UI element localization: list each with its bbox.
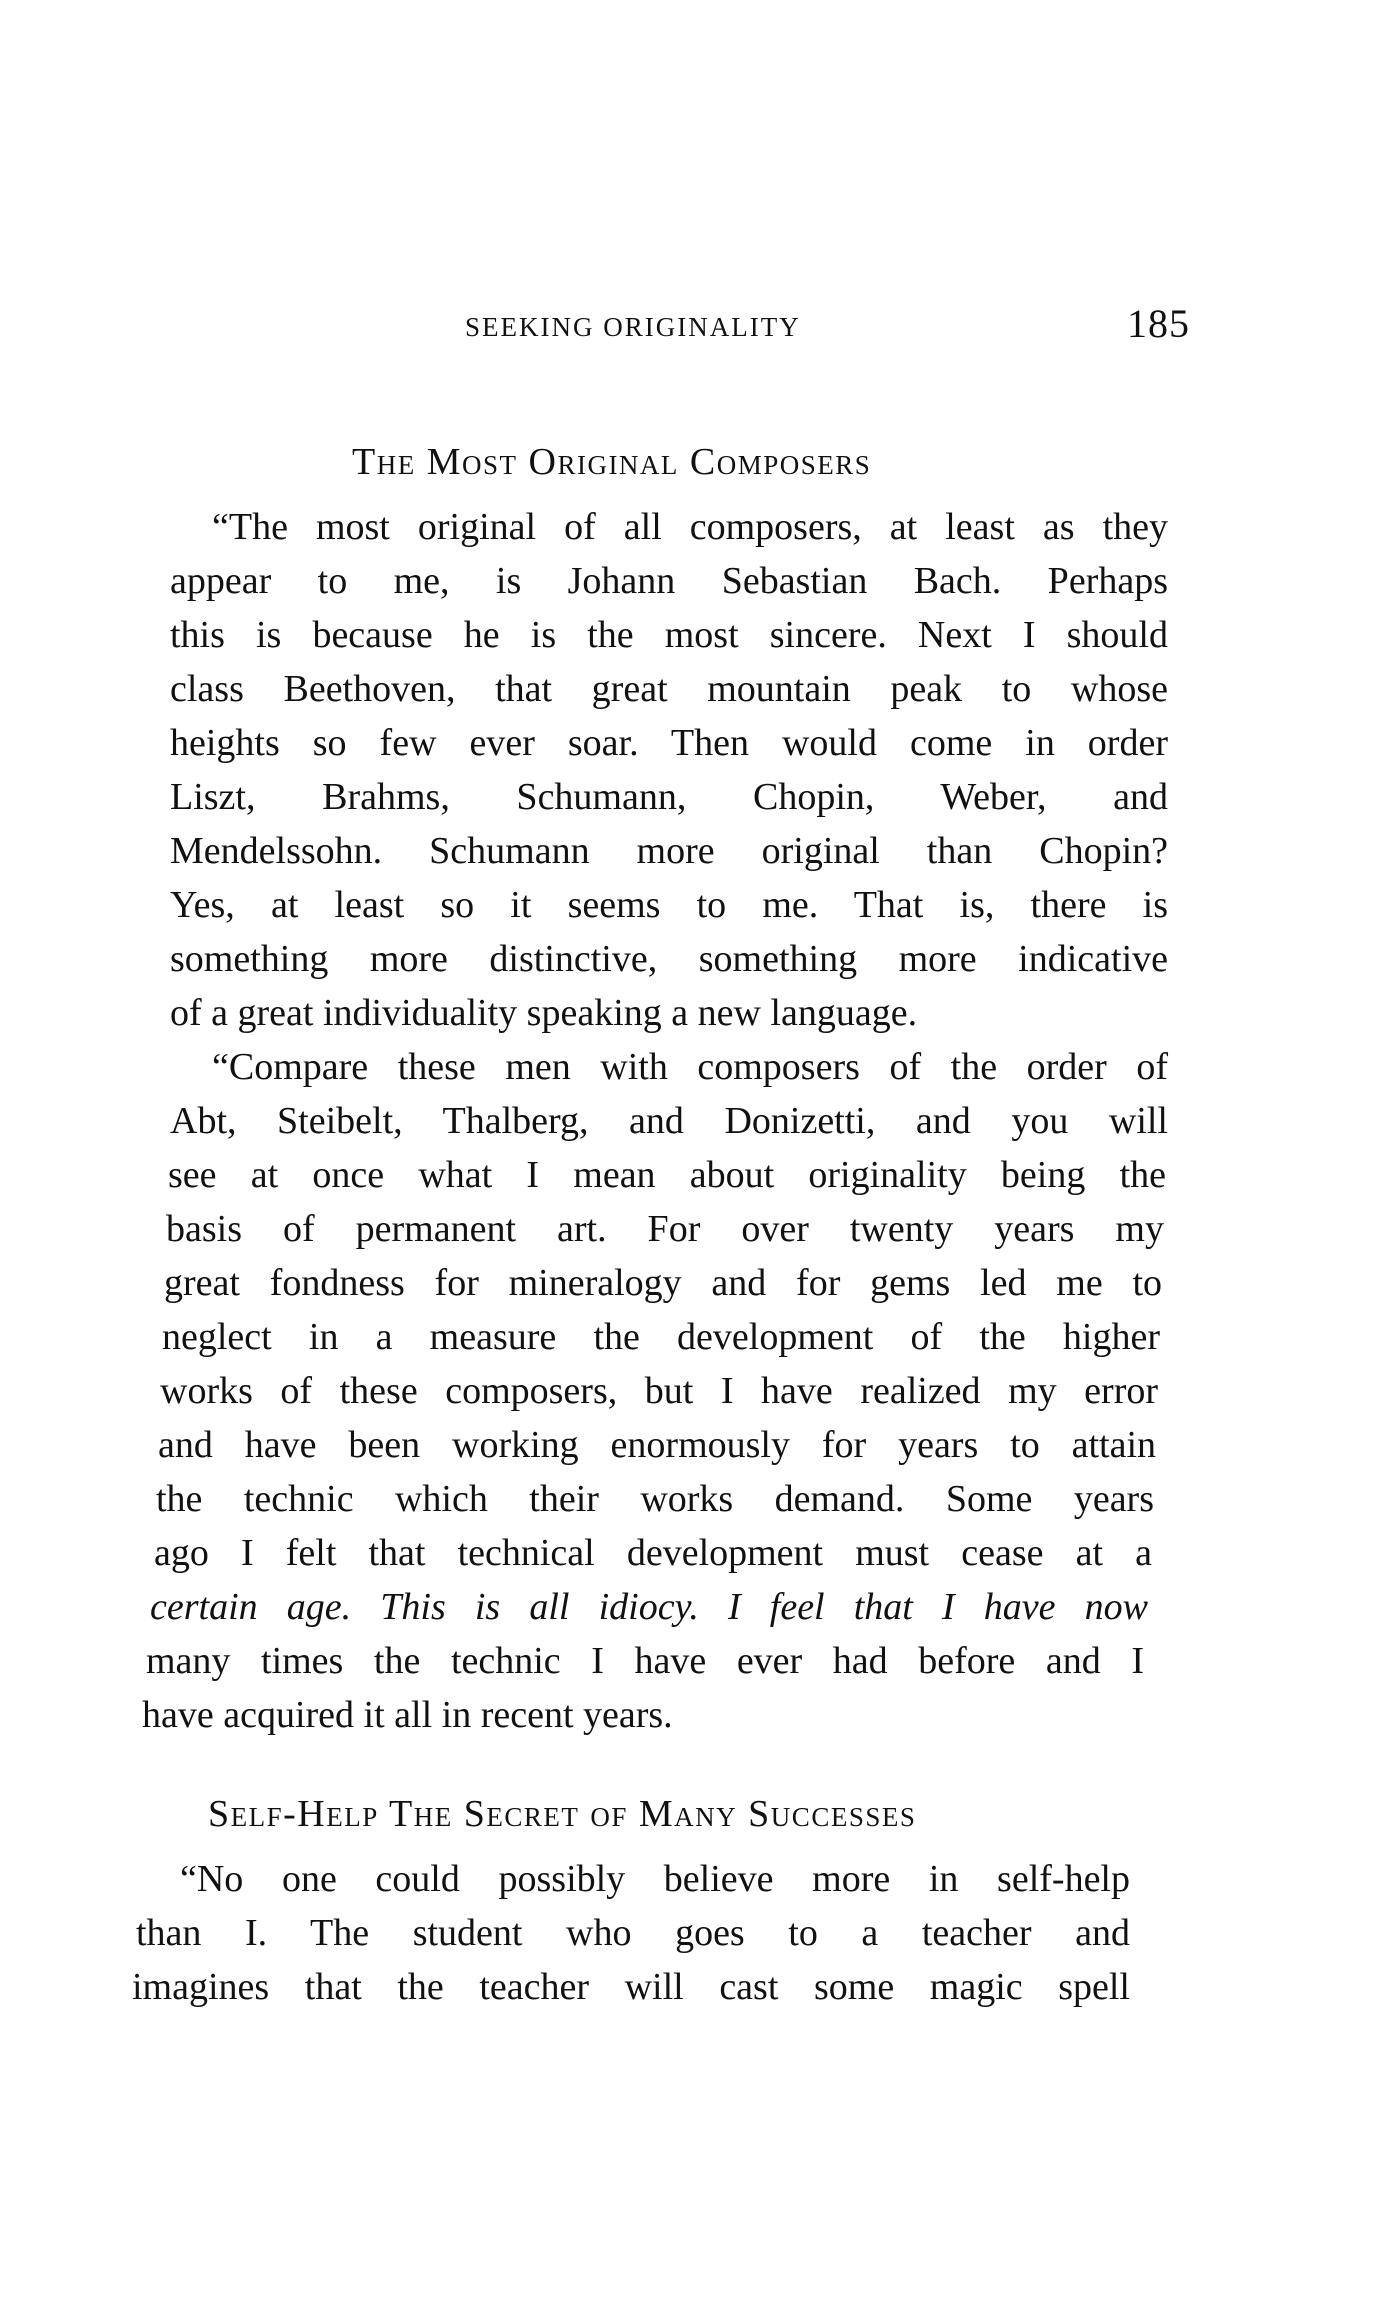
section-heading: Self-Help The Secret of Many Successes [208, 1793, 917, 1835]
text-line: class Beethoven, that great mountain peak to whose [170, 668, 1168, 710]
text-line: heights so few ever soar. Then would come in order [170, 722, 1168, 764]
text-line: “Compare these men with composers of the order of [212, 1046, 1168, 1088]
text-line: “The most original of all composers, at least as they [212, 506, 1168, 548]
text-line: Yes, at least so it seems to me. That is, there is [170, 884, 1168, 926]
text-line: the technic which their works demand. Some years [156, 1478, 1154, 1520]
text-line: “No one could possibly believe more in self-help [180, 1858, 1130, 1900]
text-line: of a great individuality speaking a new language. [170, 992, 918, 1034]
text-line: appear to me, is Johann Sebastian Bach. Perhaps [170, 560, 1168, 602]
text-line: this is because he is the most sincere. Next I should [170, 614, 1168, 656]
text-line: Abt, Steibelt, Thalberg, and Donizetti, and you will [170, 1100, 1168, 1142]
text-line: works of these composers, but I have realized my error [160, 1370, 1158, 1412]
text-line: something more distinctive, something more indicative [170, 938, 1168, 980]
text-line: Liszt, Brahms, Schumann, Chopin, Weber, and [170, 776, 1168, 818]
section-heading: The Most Original Composers [352, 441, 872, 483]
text-line: many times the technic I have ever had before and I [146, 1640, 1144, 1682]
text-line: basis of permanent art. For over twenty years my [166, 1208, 1164, 1250]
page-number: 185 [1127, 301, 1190, 346]
text-line: neglect in a measure the development of the higher [162, 1316, 1160, 1358]
text-line: great fondness for mineralogy and for gems led me to [164, 1262, 1162, 1304]
running-head [160, 300, 1190, 360]
text-line: have acquired it all in recent years. [142, 1694, 673, 1736]
running-title: SEEKING ORIGINALITY [465, 312, 801, 342]
text-line: imagines that the teacher will cast some magic spell [132, 1966, 1130, 2008]
text-line: Mendelssohn. Schumann more original than Chopin? [170, 830, 1168, 872]
text-line: than I. The student who goes to a teacher and [136, 1912, 1130, 1954]
text-line: certain age. This is all idiocy. I feel that I have now [150, 1586, 1148, 1628]
text-line: ago I felt that technical development must cease at a [154, 1532, 1152, 1574]
text-line: see at once what I mean about originality being the [168, 1154, 1166, 1196]
text-line: and have been working enormously for years to attain [158, 1424, 1156, 1466]
